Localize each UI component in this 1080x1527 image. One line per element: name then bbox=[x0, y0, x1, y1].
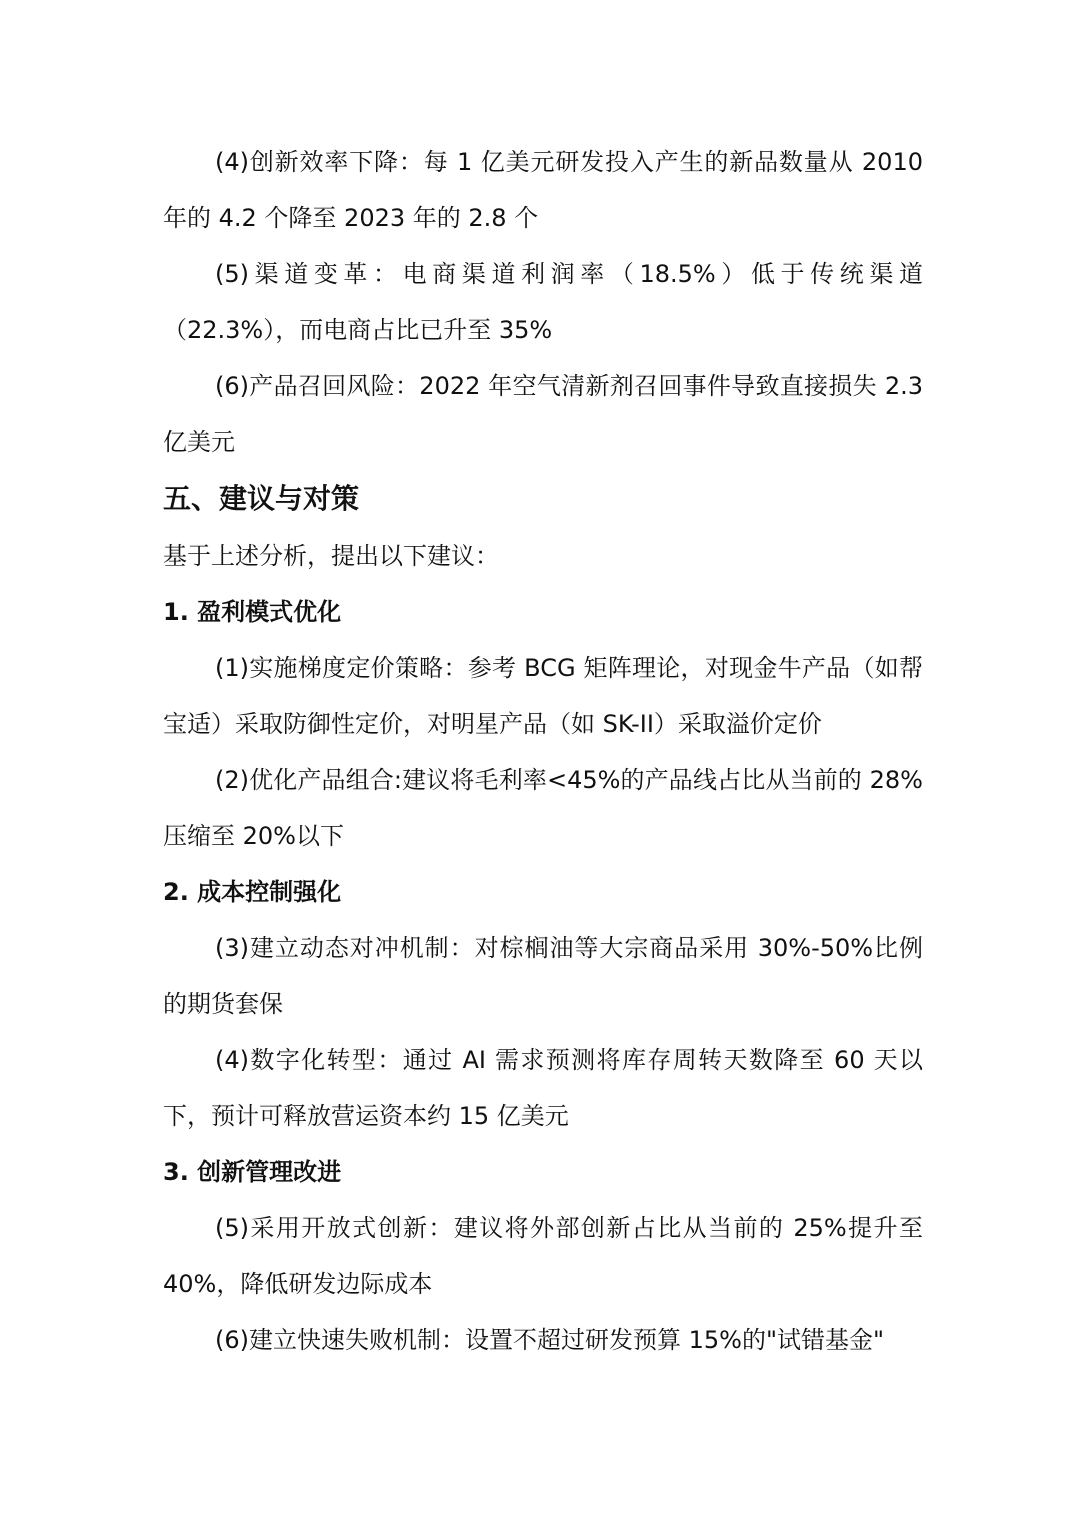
list-item-fail-fast: (6)建立快速失败机制：设置不超过研发预算 15%的"试错基金" bbox=[215, 1326, 885, 1354]
subheading-innovation-management: 3. 创新管理改进 bbox=[163, 1158, 342, 1186]
list-item-tiered-pricing: (1)实施梯度定价策略：参考 BCG 矩阵理论，对现金牛产品（如帮宝适）采取防御性定价，对明星产品（如 SK-II）采取溢价定价 bbox=[163, 654, 923, 738]
list-item-product-portfolio: (2)优化产品组合:建议将毛利率<45%的产品线占比从当前的 28%压缩至 20%以下 bbox=[163, 766, 923, 850]
paragraph-channel-change: (5)渠道变革：电商渠道利润率（18.5%）低于传统渠道（22.3%），而电商占比已升至 35% bbox=[163, 260, 923, 344]
section-intro: 基于上述分析，提出以下建议： bbox=[163, 542, 499, 570]
paragraph-recall-risk: (6)产品召回风险：2022 年空气清新剂召回事件导致直接损失 2.3 亿美元 bbox=[163, 372, 923, 456]
list-item-digital-transformation: (4)数字化转型：通过 AI 需求预测将库存周转天数降至 60 天以下，预计可释放营运资本约 15 亿美元 bbox=[163, 1046, 923, 1130]
list-item-open-innovation: (5)采用开放式创新：建议将外部创新占比从当前的 25%提升至 40%，降低研发边际成本 bbox=[163, 1214, 923, 1298]
subheading-cost-control: 2. 成本控制强化 bbox=[163, 878, 342, 906]
subheading-profit-model: 1. 盈利模式优化 bbox=[163, 598, 342, 626]
document-page bbox=[163, 134, 923, 1368]
section-title-recommendations: 五、建议与对策 bbox=[163, 482, 360, 515]
list-item-hedging: (3)建立动态对冲机制：对棕榈油等大宗商品采用 30%-50%比例的期货套保 bbox=[163, 934, 923, 1018]
paragraph-innovation-efficiency: (4)创新效率下降：每 1 亿美元研发投入产生的新品数量从 2010 年的 4.2 个降至 2023 年的 2.8 个 bbox=[163, 148, 923, 232]
